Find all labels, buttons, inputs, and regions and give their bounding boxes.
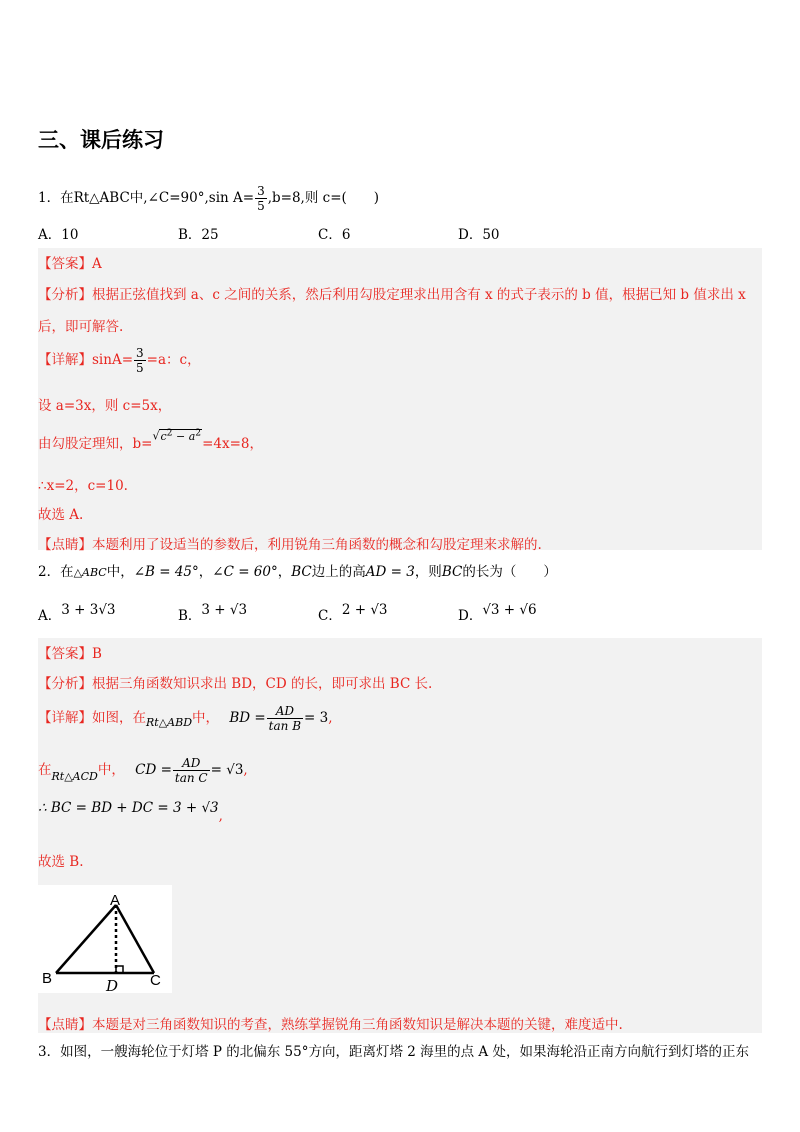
q2-option-d: D．√3 + √6: [458, 602, 537, 624]
label-a: A: [110, 892, 121, 909]
q2-option-a: A．3 + 3√3: [38, 602, 116, 624]
triangle-figure: [38, 885, 172, 993]
q2-option-b: B．3 + √3: [178, 602, 248, 624]
label-d: D: [106, 977, 119, 993]
section-title: 三、课后练习: [38, 128, 164, 152]
edge-ab: [56, 905, 116, 973]
q2-detail-line1: 【详解】如图，在$_{Rt\triangle ABD}$中， BD = $\frac{AD}{\text{tan B}}$ = 3,: [38, 704, 333, 733]
q2-detail-line2: 在$_{Rt\triangle ACD}$中， CD = $\frac{AD}{\text{tan C}}$ = √3,: [38, 756, 248, 785]
q1-analysis-line1: 【分析】根据正弦值找到 a、c 之间的关系，然后利用勾股定理求出用含有 x 的式子表示的 b 值，根据已知 b 值求出 x: [38, 287, 746, 303]
q1-comment: 【点睛】本题利用了设适当的参数后，利用锐角三角函数的概念和勾股定理来求解的.: [38, 537, 542, 553]
q1-detail-line5: 故选 A.: [38, 507, 84, 523]
q1-analysis-line2: 后，即可解答.: [38, 319, 124, 335]
q1-answer: 【答案】A: [38, 256, 102, 272]
q1-option-a: A．10: [38, 227, 79, 243]
label-b: B: [42, 970, 53, 987]
label-c: C: [150, 972, 161, 989]
q2-comment: 【点睛】本题是对三角函数知识的考查，熟练掌握锐角三角函数知识是解决本题的关键，难度适中.: [38, 1017, 623, 1033]
q1-option-b: B．25: [178, 227, 219, 243]
q2-option-c: C．2 + √3: [318, 602, 388, 624]
triangle-diagram: [38, 885, 172, 993]
q3-stem: 3．如图，一艘海轮位于灯塔 P 的北偏东 55°方向，距离灯塔 2 海里的点 A 处，如果海轮沿正南方向航行到灯塔的正东: [38, 1044, 749, 1060]
q1-option-d: D．50: [458, 227, 500, 243]
q2-detail-line3: ∴ BC = BD + DC = 3 + √3,: [38, 800, 223, 824]
sqrt-c2-minus-a2: √c2 − a2: [152, 427, 202, 443]
q2-answer: 【答案】B: [38, 646, 102, 662]
q1-detail-line2: 设 a=3x，则 c=5x，: [38, 398, 172, 414]
q2-stem: 2．在△ABC中，∠B = 45°，∠C = 60°，BC边上的高AD = 3，则BC的长为（ ）: [38, 564, 557, 580]
q2-analysis: 【分析】根据三角函数知识求出 BD，CD 的长，即可求出 BC 长.: [38, 676, 433, 692]
q1-detail-line3: 由勾股定理知，b=$^{√c^2 - a^2}$=4x=8，: [38, 427, 264, 452]
q2-detail-line4: 故选 B.: [38, 854, 84, 870]
q1-option-c: C．6: [318, 227, 351, 243]
q1-stem: 1．在Rt△ABC中,∠C=90°,sin A= $\frac{3}{5}$ ,b=8,则 c=( ): [38, 184, 380, 213]
q1-detail-line4: ∴x=2，c=10.: [38, 478, 128, 494]
edge-ac: [116, 905, 154, 973]
q1-detail-line1: 【详解】sinA= $\frac{3}{5}$ =a：c，: [38, 346, 201, 375]
